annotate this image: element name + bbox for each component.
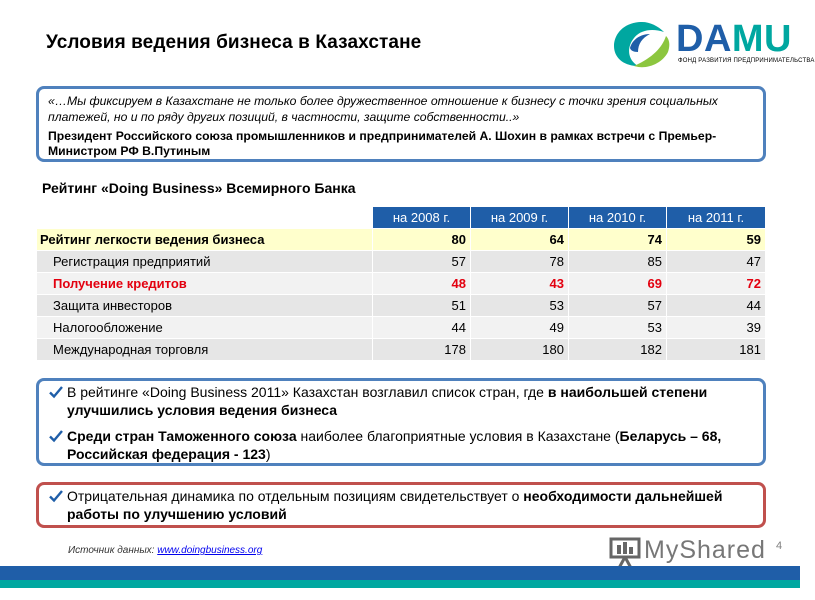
finding-item [47,383,755,419]
logo-word-part1: DA [676,18,732,60]
quote-author: Президент Российского союза промышленников и предпринимателей А. Шохин в рамках встречи с Премьер-Министром РФ В.Путиным [48,129,717,158]
finding-emphasis: Среди стран Таможенного союза [67,428,297,444]
damu-logo-icon [612,18,672,70]
row-value: 47 [667,251,766,273]
table-row-trade [37,339,766,361]
checkmark-icon [49,385,63,399]
source-label: Источник данных: [68,545,158,556]
quote-text: «…Мы фиксируем в Казахстане не только более дружественное отношение к бизнесу с точки зрения социальных платежей, но и по ряду других позиций, в частности, защите собственности..» [48,94,718,124]
row-value: 53 [569,317,667,339]
table-header-2009: на 2009 г. [471,207,569,229]
finding-item [47,427,755,463]
logo-subtitle: ФОНД РАЗВИТИЯ ПРЕДПРИНИМАТЕЛЬСТВА [678,58,815,64]
row-value: 64 [471,229,569,251]
row-value: 53 [471,295,569,317]
row-value: 51 [373,295,471,317]
row-value: 85 [569,251,667,273]
finding-text: наиболее благоприятные условия в Казахстане ( [296,428,620,444]
row-value: 57 [373,251,471,273]
table-header-2011: на 2011 г. [667,207,766,229]
row-value: 49 [471,317,569,339]
finding-emphasis: в наибольшей степени улучшились условия ведения бизнеса [67,384,708,418]
row-label: Регистрация предприятий [37,251,373,273]
findings-box [36,378,766,466]
quote-box [36,86,766,162]
source-note [68,545,262,556]
footer-stripe-teal [0,580,800,588]
row-value: 72 [667,273,766,295]
row-value: 48 [373,273,471,295]
conclusion-item [47,487,755,523]
finding-text: ) [265,446,271,462]
logo-word-part2: MU [731,18,792,60]
logo-wordmark [676,19,792,59]
row-value: 182 [569,339,667,361]
checkmark-icon [49,489,63,503]
source-link[interactable]: www.doingbusiness.org [157,545,263,556]
row-value: 74 [569,229,667,251]
table-row-credits [37,273,766,295]
damu-logo [612,18,815,70]
rating-table [36,206,766,361]
row-value: 57 [569,295,667,317]
table-row-overall [37,229,766,251]
row-label: Налогообложение [37,317,373,339]
row-value: 178 [373,339,471,361]
table-row-taxation [37,317,766,339]
finding-emphasis: Беларусь – 68, Российская федерация - 123 [67,428,722,462]
conclusion-emphasis: необходимости дальнейшей работы по улучшению условий [67,488,723,522]
table-row-investors [37,295,766,317]
row-value: 181 [667,339,766,361]
table-header-2008: на 2008 г. [373,207,471,229]
row-value: 78 [471,251,569,273]
row-label: Защита инвесторов [37,295,373,317]
rating-subtitle: Рейтинг «Doing Business» Всемирного Банка [42,180,356,196]
table-row-registration [37,251,766,273]
page-number: 4 [776,540,783,552]
finding-text: В рейтинге «Doing Business 2011» Казахстан возглавил список стран, где [67,384,548,400]
page-title: Условия ведения бизнеса в Казахстане [46,32,422,53]
conclusion-box [36,482,766,528]
row-value: 39 [667,317,766,339]
table-header-2010: на 2010 г. [569,207,667,229]
row-label: Получение кредитов [37,273,373,295]
row-value: 44 [667,295,766,317]
row-value: 59 [667,229,766,251]
conclusion-text: Отрицательная динамика по отдельным позициям свидетельствует о [67,488,524,504]
row-value: 80 [373,229,471,251]
footer-stripe-blue [0,566,800,580]
checkmark-icon [49,429,63,443]
row-value: 180 [471,339,569,361]
row-value: 44 [373,317,471,339]
row-value: 69 [569,273,667,295]
table-header-row [37,207,766,229]
watermark-text: MyShared [644,536,766,564]
row-value: 43 [471,273,569,295]
row-label: Международная торговля [37,339,373,361]
table-header-blank [37,207,373,229]
presentation-icon [608,536,642,570]
row-label: Рейтинг легкости ведения бизнеса [37,229,373,251]
